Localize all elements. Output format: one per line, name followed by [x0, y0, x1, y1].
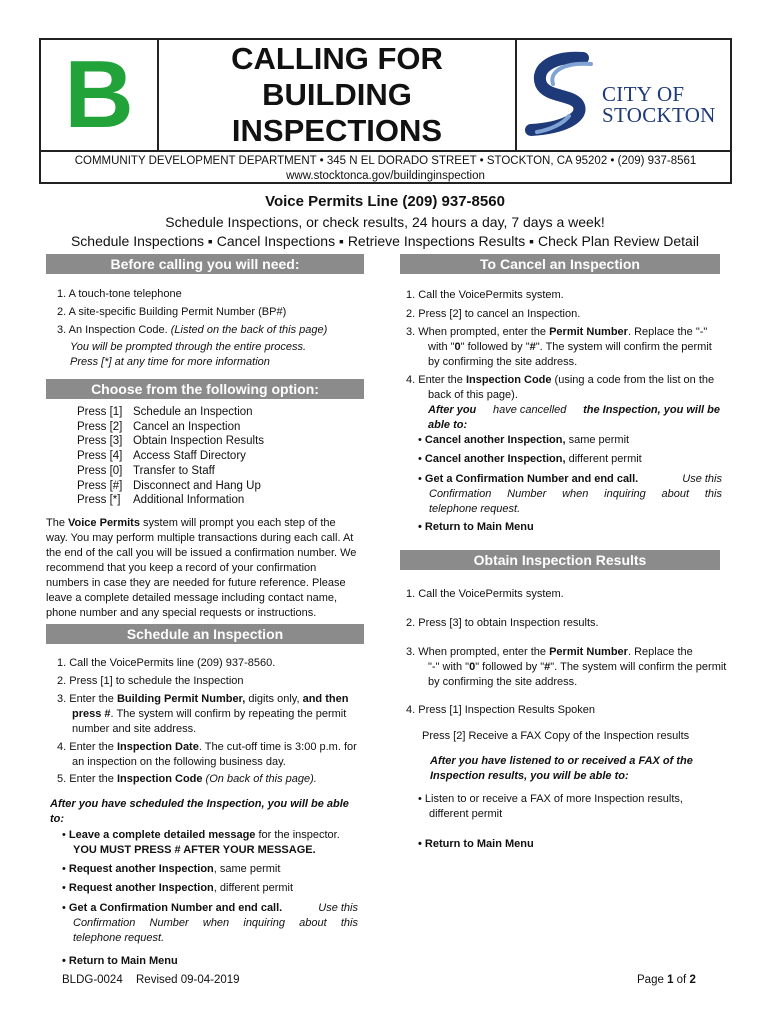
press-option-key: Press [3] [77, 435, 123, 448]
before-item-3: 3. An Inspection Code. (Listed on the back of this page) [57, 324, 328, 336]
header-box [39, 38, 732, 184]
press-option-key: Press [*] [77, 494, 121, 507]
obtain-results-heading: Obtain Inspection Results [400, 550, 720, 570]
press-option-label: Additional Information [133, 494, 245, 507]
city-logo [517, 40, 730, 150]
schedule-inspection-heading: Schedule an Inspection [46, 624, 364, 644]
cancel-step-4: 4. Enter the Inspection Code (using a code from the list on the back of this page). [406, 374, 715, 401]
schedule-step-2: 2. Press [1] to schedule the Inspection [57, 675, 244, 687]
title-line-2: INSPECTIONS [231, 113, 443, 148]
results-step-3: 3. When prompted, enter the Permit Number. Replace the "-" with "0" followed by "#". The system will confirm the permit by confirming the site address. [406, 646, 727, 688]
form-code: BLDG-0024 [62, 974, 123, 986]
schedule-option-confirmation: • Get a Confirmation Number and end call. Use this Confirmation Number when inquiring about this telephone request. [62, 902, 358, 944]
results-step-1: 1. Call the VoicePermits system. [406, 588, 564, 600]
schedule-after-heading: After you have scheduled the Inspection, you will be able to: [50, 798, 349, 825]
press-option-key: Press [#] [77, 479, 123, 492]
press-option-label: Schedule an Inspection [133, 406, 253, 418]
before-item-1: 1. A touch-tone telephone [57, 288, 182, 300]
results-step-4-fax: Press [2] Receive a FAX Copy of the Inspection results [422, 730, 690, 742]
section-letter-logo: B [41, 40, 159, 150]
schedule-step-1: 1. Call the VoicePermits line (209) 937-8560. [57, 657, 276, 669]
press-option-row [77, 479, 261, 494]
cancel-step-2: 2. Press [2] to cancel an Inspection. [406, 308, 581, 320]
results-step-4: 4. Press [1] Inspection Results Spoken [406, 704, 595, 716]
press-option-label: Obtain Inspection Results [133, 435, 265, 448]
results-after-heading: After you have listened to or received a FAX of the Inspection results, you will be able to: [430, 755, 693, 782]
press-option-row [77, 449, 246, 464]
voice-permits-line: Voice Permits Line (209) 937-8560 [265, 193, 505, 210]
schedule-availability: Schedule Inspections, or check results, 24 hours a day, 7 days a week! [165, 214, 605, 230]
schedule-option-same-permit: • Request another Inspection, same permit [62, 863, 281, 875]
before-item-2: 2. A site-specific Building Permit Number (BP#) [57, 306, 287, 318]
department-website: www.stocktonca.gov/buildinginspection [286, 170, 485, 182]
press-option-row [77, 434, 264, 449]
city-name-line-1: CITY OF [602, 82, 685, 106]
before-calling-heading: Before calling you will need: [46, 254, 364, 274]
schedule-option-different-permit: • Request another Inspection, different permit [62, 882, 294, 894]
schedule-step-3: 3. Enter the Building Permit Number, digits only, and then press #. The system will confirm by repeating the permit number and site address. [57, 693, 349, 735]
page-title [159, 40, 517, 150]
press-option-label: Cancel an Inspection [133, 420, 241, 433]
schedule-step-5: 5. Enter the Inspection Code (On back of this page). [57, 773, 317, 785]
cancel-step-3: 3. When prompted, enter the Permit Number. Replace the "-" with "0" followed by "#". The system will confirm the permit by confirming the site address. [406, 326, 712, 368]
city-name-line-2: STOCKTON [602, 103, 716, 127]
schedule-option-main-menu: • Return to Main Menu [62, 955, 178, 967]
before-note-2: Press [*] at any time for more information [70, 356, 270, 368]
press-option-key: Press [0] [77, 464, 123, 477]
schedule-step-4: 4. Enter the Inspection Date. The cut-off time is 3:00 p.m. for an inspection on the following business day. [57, 741, 357, 768]
press-option-key: Press [1] [77, 406, 123, 418]
press-option-row [77, 420, 240, 435]
revision-date: Revised 09-04-2019 [136, 974, 240, 986]
cancel-option-confirmation: • Get a Confirmation Number and end call. Use this Confirmation Number when inquiring about this telephone request. [418, 473, 722, 515]
department-address: COMMUNITY DEVELOPMENT DEPARTMENT • 345 N EL DORADO STREET • STOCKTON, CA 95202 • (209) 937-8561 [74, 155, 697, 167]
department-info [41, 150, 730, 184]
press-option-label: Disconnect and Hang Up [133, 479, 261, 492]
city-s-emblem-icon [523, 50, 603, 140]
page-number: Page 1 of 2 [637, 974, 696, 986]
press-option-label: Transfer to Staff [133, 464, 215, 477]
cancel-inspection-heading: To Cancel an Inspection [400, 254, 720, 274]
press-option-label: Access Staff Directory [133, 450, 246, 463]
voice-permits-paragraph: The Voice Permits system will prompt you each step of the way. You may perform multiple transactions during each call. At the end of the call you will be issued a confirmation number. We recommend that you keep a record of your confirmation numbers in case they are needed for future reference. Please leave a complete detailed message including contact name, phone number and any special requests or instructions. [46, 517, 357, 619]
press-option-row [77, 464, 215, 479]
press-option-key: Press [4] [77, 450, 123, 463]
cancel-option-main-menu: • Return to Main Menu [418, 521, 534, 533]
city-name [602, 84, 716, 126]
results-step-2: 2. Press [3] to obtain Inspection results. [406, 617, 599, 629]
results-option-more-results: • Listen to or receive a FAX of more Inspection results, different permit [418, 793, 683, 820]
service-options-line: Schedule Inspections ▪ Cancel Inspections ▪ Retrieve Inspections Results ▪ Check Plan Review Detail [70, 233, 700, 249]
title-line-1: CALLING FOR BUILDING [231, 41, 443, 112]
cancel-step-1: 1. Call the VoicePermits system. [406, 289, 564, 301]
press-option-row [77, 493, 244, 508]
press-option-key: Press [2] [77, 420, 123, 433]
before-note-1: You will be prompted through the entire process. [70, 341, 307, 353]
results-option-main-menu: • Return to Main Menu [418, 838, 534, 850]
schedule-option-leave-message: • Leave a complete detailed message for the inspector. YOU MUST PRESS # AFTER YOUR MESSAGE. [62, 829, 340, 856]
cancel-option-same-permit: • Cancel another Inspection, same permit [418, 434, 630, 446]
choose-option-heading: Choose from the following option: [46, 379, 364, 399]
cancel-after-heading: After you have cancelled the Inspection, you will be able to: [428, 404, 720, 431]
cancel-option-different-permit: • Cancel another Inspection, different permit [418, 453, 642, 465]
press-option-row [77, 405, 253, 420]
